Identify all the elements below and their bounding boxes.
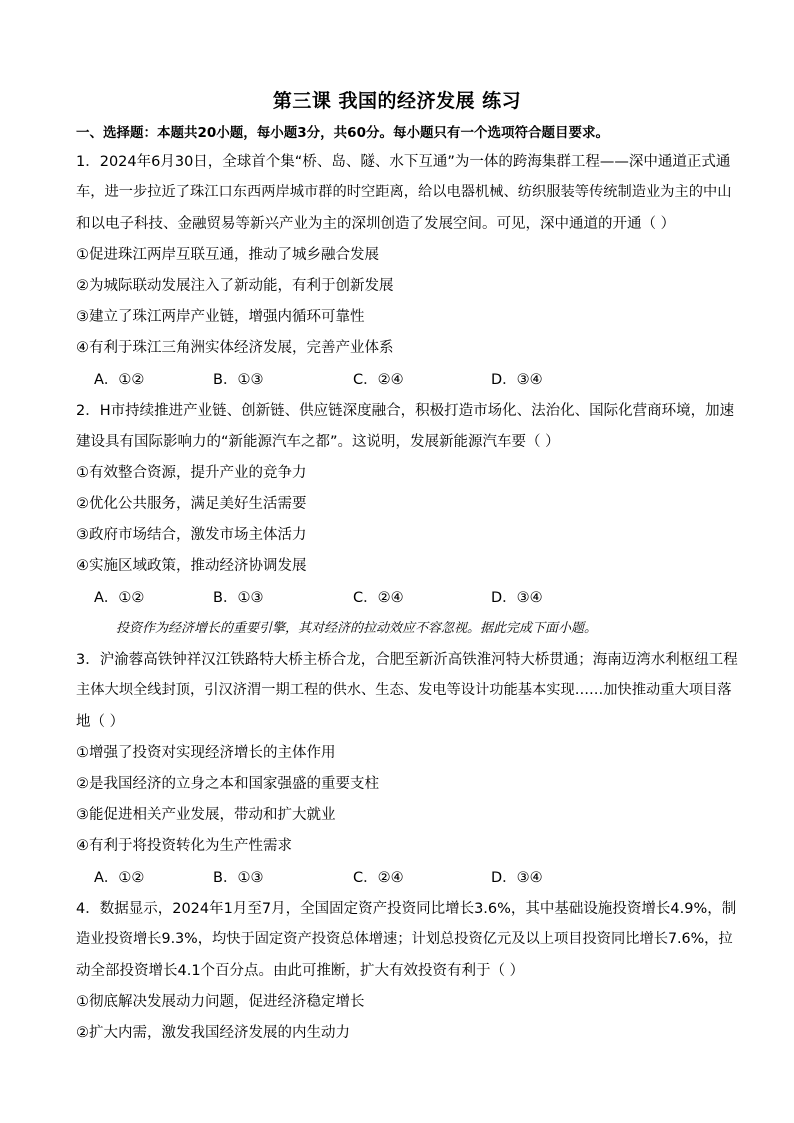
- q2-choice-b: B．①③: [213, 590, 264, 606]
- q1-choice-c: C．②④: [353, 372, 404, 388]
- q4-line: 4．数据显示，2024年1月至7月，全国固定资产投资同比增长3.6%，其中基础设施投资增长4.9%，制: [76, 901, 737, 917]
- q2-choice-c: C．②④: [353, 590, 404, 606]
- material-intro: 投资作为经济增长的重要引擎，其对经济的拉动效应不容忽视。据此完成下面小题。: [116, 621, 598, 636]
- q3-option: ③能促进相关产业发展，带动和扩大就业: [76, 807, 336, 823]
- q2-option: ④实施区域政策，推动经济协调发展: [76, 558, 307, 574]
- q1-option: ③建立了珠江两岸产业链，增强内循环可靠性: [76, 309, 365, 325]
- q4-line: 动全部投资增长4.1个百分点。由此可推断，扩大有效投资有利于（ ）: [76, 963, 525, 979]
- q3-option: ②是我国经济的立身之本和国家强盛的重要支柱: [76, 776, 379, 792]
- q2-option: ①有效整合资源，提升产业的竞争力: [76, 465, 307, 481]
- q1-line: 1．2024年6月30日，全球首个集“桥、岛、隧、水下互通”为一体的跨海集群工程——深中通道正式通: [76, 154, 731, 170]
- q3-line: 主体大坝全线封顶，引汉济渭一期工程的供水、生态、发电等设计功能基本实现……加快推动重大项目落: [76, 682, 732, 698]
- q4-option: ①彻底解决发展动力问题，促进经济稳定增长: [76, 994, 365, 1010]
- q1-option: ④有利于珠江三角洲实体经济发展，完善产业体系: [76, 340, 394, 356]
- q3-choice-d: D．③④: [491, 870, 543, 886]
- q1-choice-b: B．①③: [213, 372, 264, 388]
- section-heading: 一、选择题：本题共20小题，每小题3分，共60分。每小题只有一个选项符合题目要求。: [76, 125, 609, 141]
- q3-option: ④有利于将投资转化为生产性需求: [76, 838, 292, 854]
- q1-choice-a: A．①②: [94, 372, 145, 388]
- q2-choice-d: D．③④: [491, 590, 543, 606]
- q2-choice-a: A．①②: [94, 590, 145, 606]
- q2-line: 2．H市持续推进产业链、创新链、供应链深度融合，积极打造市场化、法治化、国际化营商环境，加速: [76, 403, 735, 419]
- q1-option: ①促进珠江两岸互联互通，推动了城乡融合发展: [76, 247, 379, 263]
- q2-line: 建设具有国际影响力的“新能源汽车之都”。这说明，发展新能源汽车要（ ）: [76, 434, 560, 450]
- q3-line: 3．沪渝蓉高铁钟祥汉江铁路特大桥主桥合龙，合肥至新沂高铁淮河特大桥贯通；海南迈湾水利枢纽工程: [76, 652, 738, 668]
- q4-option: ②扩大内需，激发我国经济发展的内生动力: [76, 1025, 350, 1041]
- q3-choice-a: A．①②: [94, 870, 145, 886]
- q2-option: ③政府市场结合，激发市场主体活力: [76, 527, 307, 543]
- q2-option: ②优化公共服务，满足美好生活需要: [76, 496, 307, 512]
- page-title: 第三课 我国的经济发展 练习: [272, 90, 522, 112]
- q4-line: 造业投资增长9.3%，均快于固定资产投资总体增速；计划总投资亿元及以上项目投资同比增长7.6%，拉: [76, 931, 733, 947]
- q1-choice-d: D．③④: [491, 372, 543, 388]
- q3-line: 地（ ）: [76, 714, 125, 730]
- q1-line: 和以电子科技、金融贸易等新兴产业为主的深圳创造了发展空间。可见，深中通道的开通（ ）: [76, 216, 676, 232]
- q3-option: ①增强了投资对实现经济增长的主体作用: [76, 745, 336, 761]
- q1-option: ②为城际联动发展注入了新动能，有利于创新发展: [76, 278, 394, 294]
- q3-choice-c: C．②④: [353, 870, 404, 886]
- q1-line: 车，进一步拉近了珠江口东西两岸城市群的时空距离，给以电器机械、纺织服装等传统制造业为主的中山: [76, 184, 732, 200]
- q3-choice-b: B．①③: [213, 870, 264, 886]
